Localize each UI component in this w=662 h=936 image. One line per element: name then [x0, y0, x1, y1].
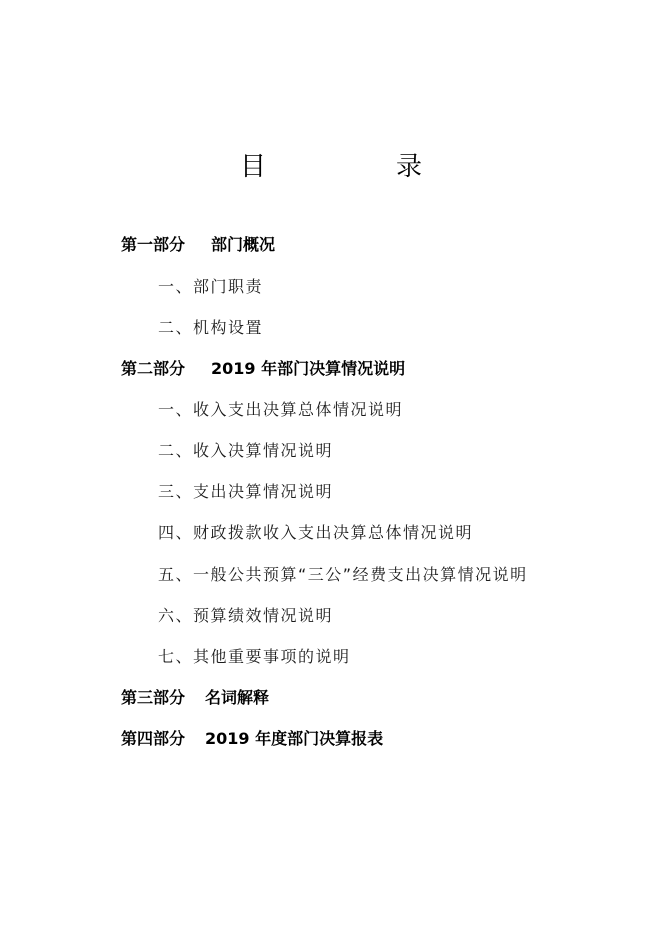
toc-item: 一、部门职责 — [158, 277, 264, 296]
toc-part-name: 2019 年度部门决算报表 — [205, 729, 384, 748]
toc-part-2 — [121, 356, 405, 379]
toc-item: 六、预算绩效情况说明 — [158, 606, 334, 625]
toc-item: 三、支出决算情况说明 — [158, 482, 334, 501]
toc-item: 二、机构设置 — [158, 318, 264, 337]
toc-part-name: 名词解释 — [205, 688, 270, 707]
toc-item: 一、收入支出决算总体情况说明 — [158, 400, 404, 419]
toc-part-3 — [121, 685, 269, 708]
toc-part-label: 第三部分 — [121, 688, 186, 707]
toc-item: 二、收入决算情况说明 — [158, 441, 334, 460]
toc-part-name: 部门概况 — [211, 235, 276, 254]
toc-part-4 — [121, 726, 383, 749]
toc-part-label: 第二部分 — [121, 359, 186, 378]
toc-item: 七、其他重要事项的说明 — [158, 647, 351, 666]
toc-part-name: 2019 年部门决算情况说明 — [211, 359, 406, 378]
toc-title: 目 录 — [239, 152, 474, 182]
toc-part-label: 第一部分 — [121, 235, 186, 254]
toc-part-1 — [121, 232, 275, 255]
toc-item: 四、财政拨款收入支出决算总体情况说明 — [158, 523, 474, 542]
toc-part-label: 第四部分 — [121, 729, 186, 748]
toc-item: 五、一般公共预算“三公”经费支出决算情况说明 — [158, 565, 528, 584]
